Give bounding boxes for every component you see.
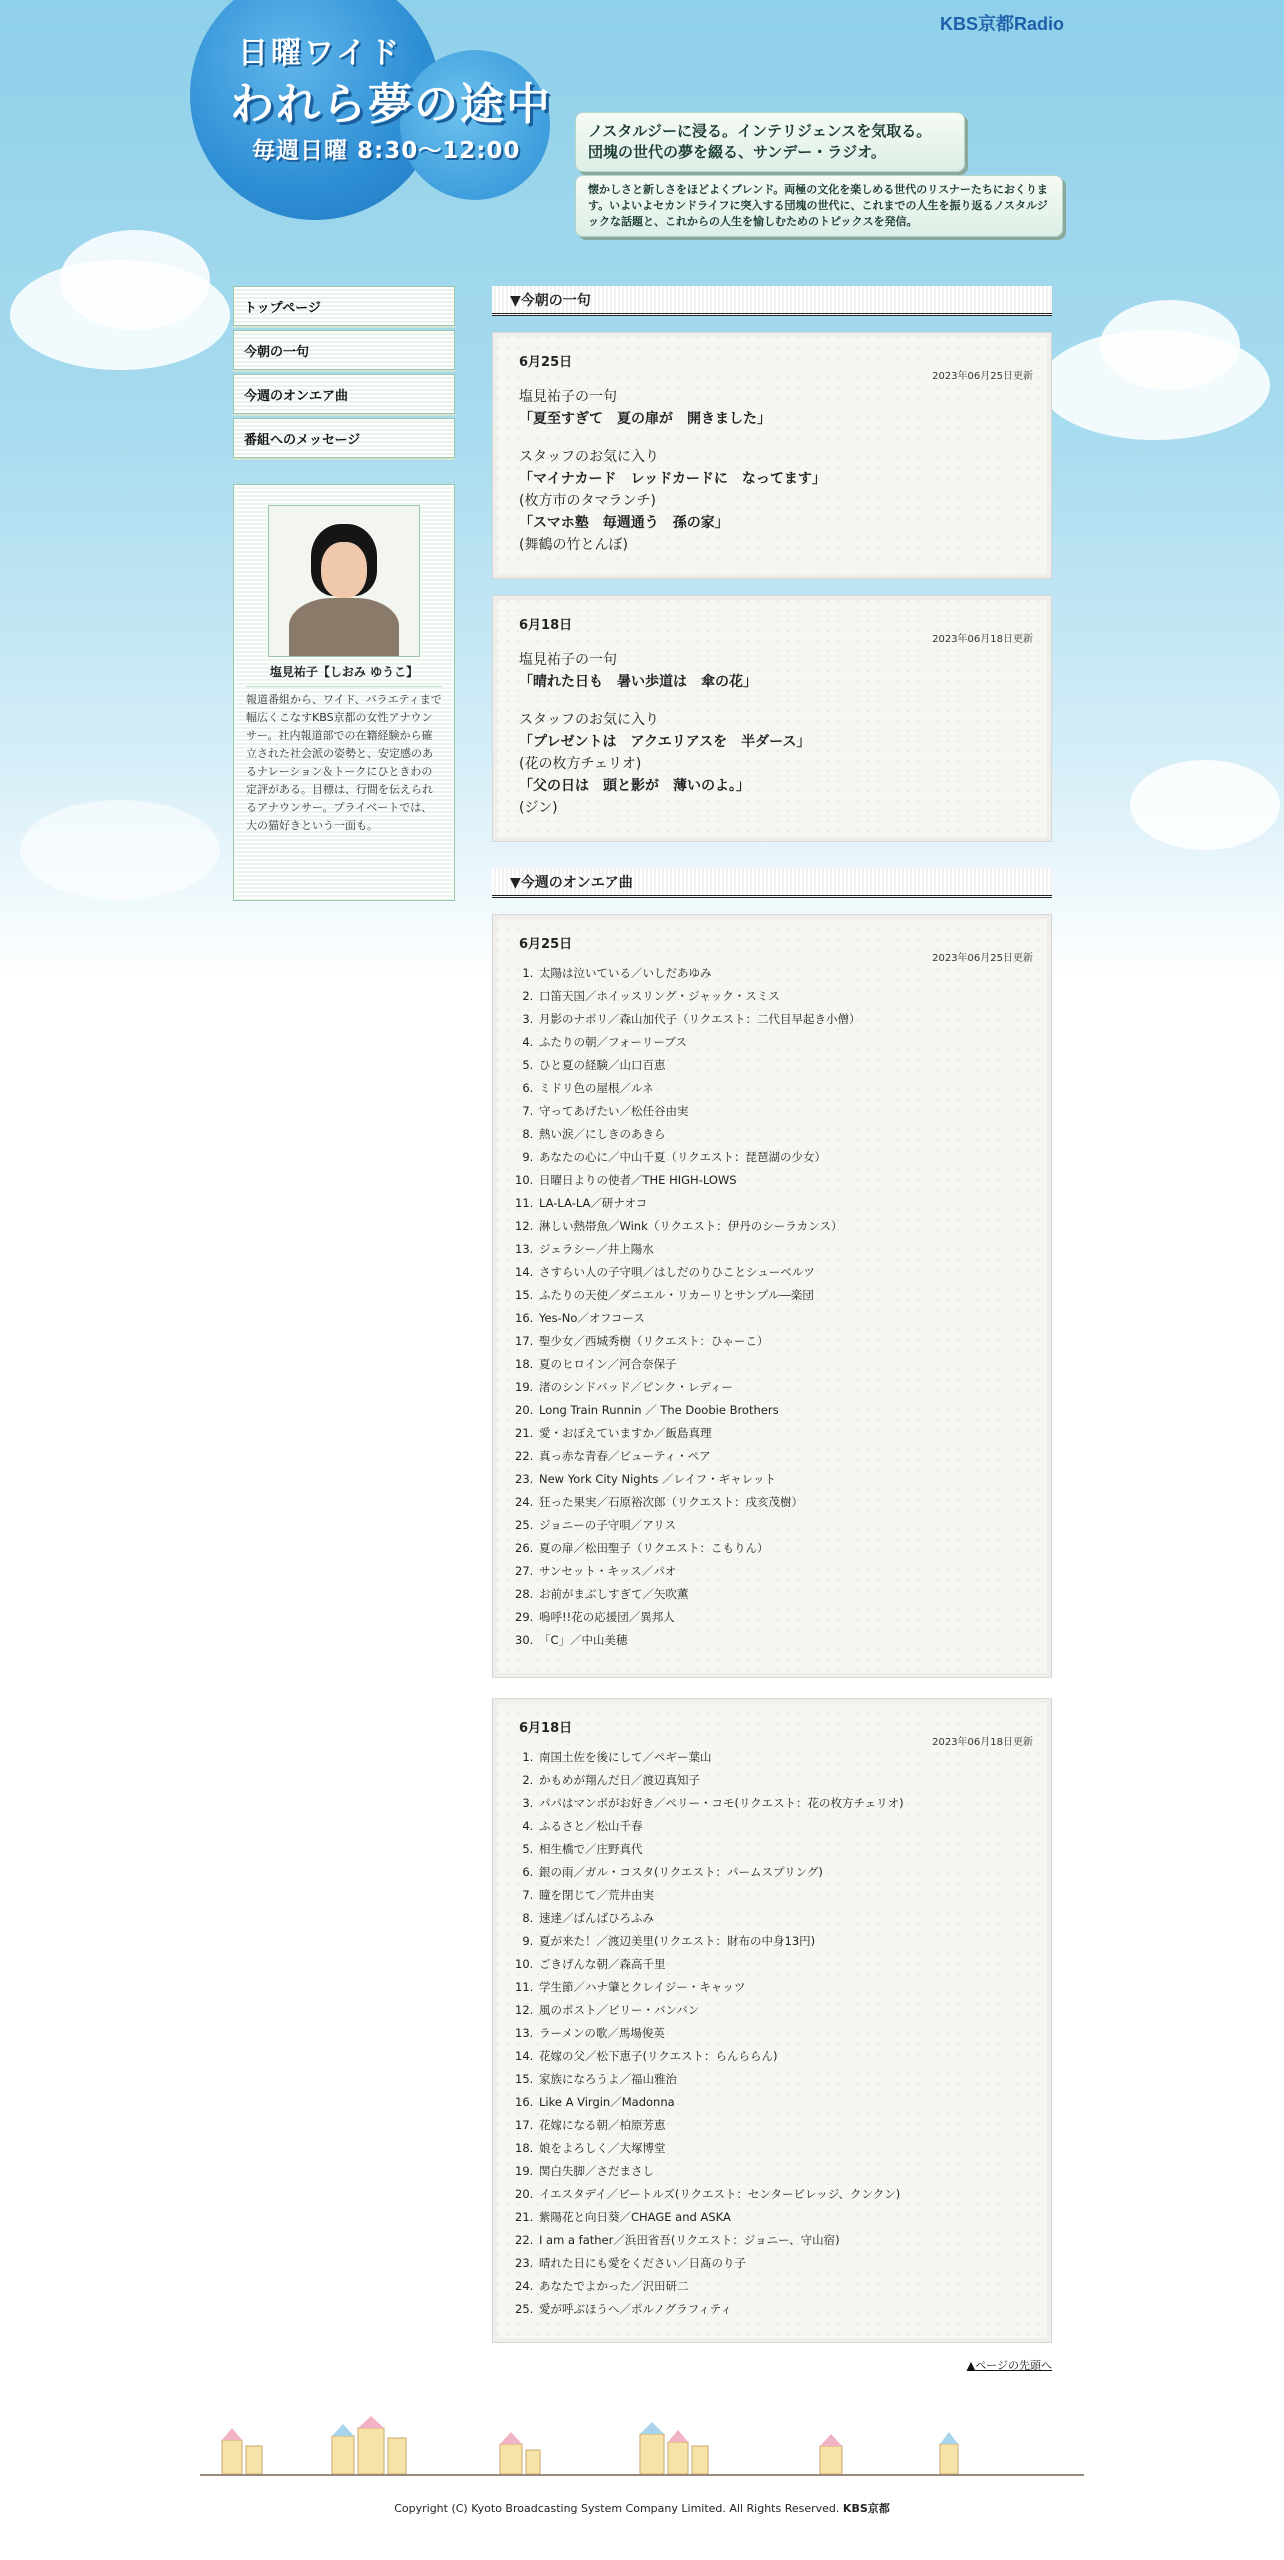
haiku-entry bbox=[492, 595, 1052, 842]
song-item: 2. 口笛天国／ホイッスリング・ジャック・スミス bbox=[537, 985, 1033, 1008]
songs-entry bbox=[492, 1698, 1052, 2343]
host-haiku-label: 塩見祐子の一句 bbox=[519, 389, 617, 405]
song-item: 14. 花嫁の父／松下恵子(リクエスト：らんららん) bbox=[537, 2045, 1033, 2068]
updated-date: 2023年06月25日更新 bbox=[932, 371, 1033, 382]
song-item: 23. New York City Nights ／レイフ・ギャレット bbox=[537, 1468, 1033, 1491]
song-item: 22. I am a father／浜田省吾(リクエスト：ジョニー、守山宿) bbox=[537, 2229, 1033, 2252]
updated-date: 2023年06月18日更新 bbox=[932, 1737, 1033, 1748]
song-item: 1. 南国土佐を後にして／ペギー葉山 bbox=[537, 1746, 1033, 1769]
song-item: 10. 日曜日よりの使者／THE HIGH-LOWS bbox=[537, 1169, 1033, 1192]
updated-date: 2023年06月25日更新 bbox=[932, 953, 1033, 964]
song-item: 27. サンセット・キッス／パオ bbox=[537, 1560, 1033, 1583]
song-list bbox=[519, 962, 1033, 1652]
song-item: 4. ふたりの朝／フォーリーブス bbox=[537, 1031, 1033, 1054]
entry-date: 6月18日 bbox=[519, 618, 573, 633]
copyright bbox=[200, 2500, 1084, 2516]
tagline-line2: 団塊の世代の夢を綴る、サンデー・ラジオ。 bbox=[588, 143, 886, 161]
song-item: 21. 紫陽花と向日葵／CHAGE and ASKA bbox=[537, 2206, 1033, 2229]
song-item: 7. 瞳を閉じて／荒井由実 bbox=[537, 1884, 1033, 1907]
updated-date: 2023年06月18日更新 bbox=[932, 634, 1033, 645]
song-item: 15. 家族になろうよ／福山雅治 bbox=[537, 2068, 1033, 2091]
song-item: 11. LA-LA-LA／研ナオコ bbox=[537, 1192, 1033, 1215]
song-item: 11. 学生節／ハナ肇とクレイジー・キャッツ bbox=[537, 1976, 1033, 1999]
haiku-entry bbox=[492, 332, 1052, 579]
song-item: 25. 愛が呼ぶほうへ／ポルノグラフィティ bbox=[537, 2298, 1033, 2321]
song-item: 13. ラーメンの歌／馬場俊英 bbox=[537, 2022, 1033, 2045]
host-bio: 報道番組から、ワイド、バラエティまで幅広くこなすKBS京都の女性アナウンサー。社内報道部での在籍経験から確立された社会派の姿勢と、安定感のあるナレーション＆トークにひときわの定評がある。目標は、行間を伝えられるアナウンサー。プライベートでは、大の猫好きという一面も。 bbox=[246, 686, 442, 835]
song-item: 16. Yes-No／オフコース bbox=[537, 1307, 1033, 1330]
cloud-decoration bbox=[1130, 760, 1280, 850]
page-wrapper bbox=[200, 0, 1084, 2560]
song-item: 13. ジェラシー／井上陽水 bbox=[537, 1238, 1033, 1261]
staff-haiku-author: (舞鶴の竹とんぼ) bbox=[519, 537, 628, 553]
song-item: 22. 真っ赤な青春／ビューティ・ペア bbox=[537, 1445, 1033, 1468]
song-item: 16. Like A Virgin／Madonna bbox=[537, 2091, 1033, 2114]
song-item: 30. 「C」／中山美穂 bbox=[537, 1629, 1033, 1652]
program-schedule: 毎週日曜 8:30〜12:00 bbox=[252, 138, 521, 164]
song-item: 7. 守ってあげたい／松任谷由実 bbox=[537, 1100, 1033, 1123]
footer-divider bbox=[200, 2474, 1084, 2476]
nav-item-top[interactable]: トップページ bbox=[233, 286, 455, 326]
staff-haiku-author: (枚方市のタマランチ) bbox=[519, 493, 656, 509]
songs-entry bbox=[492, 914, 1052, 1678]
song-item: 9. 夏が来た！／渡辺美里(リクエスト：財布の中身13円) bbox=[537, 1930, 1033, 1953]
kbs-kyoto-logo[interactable]: KBS京都Radio bbox=[939, 14, 1064, 34]
section-heading-haiku: ▼今朝の一句 bbox=[492, 286, 1052, 316]
song-item: 12. 淋しい熱帯魚／Wink（リクエスト：伊丹のシーラカンス） bbox=[537, 1215, 1033, 1238]
staff-haiku-author: (花の枚方チェリオ) bbox=[519, 756, 642, 772]
entry-date: 6月18日 bbox=[519, 1721, 573, 1736]
song-item: 14. さすらい人の子守唄／はしだのりひことシューベルツ bbox=[537, 1261, 1033, 1284]
song-item: 6. ミドリ色の屋根／ルネ bbox=[537, 1077, 1033, 1100]
song-item: 28. お前がまぶしすぎて／矢吹薫 bbox=[537, 1583, 1033, 1606]
song-item: 19. 渚のシンドバッド／ピンク・レディー bbox=[537, 1376, 1033, 1399]
song-item: 5. 相生橋で／庄野真代 bbox=[537, 1838, 1033, 1861]
nav-item-message[interactable]: 番組へのメッセージ bbox=[233, 418, 455, 458]
song-item: 1. 太陽は泣いている／いしだあゆみ bbox=[537, 962, 1033, 985]
tagline-box bbox=[575, 112, 965, 172]
song-item: 20. Long Train Runnin ／ The Doobie Brothers bbox=[537, 1399, 1033, 1422]
song-item: 5. ひと夏の経験／山口百恵 bbox=[537, 1054, 1033, 1077]
host-name: 塩見祐子【しおみ ゆうこ】 bbox=[269, 665, 419, 679]
song-item: 3. 月影のナポリ／森山加代子（リクエスト：二代目早起き小僧） bbox=[537, 1008, 1033, 1031]
section-heading-songs: ▼今週のオンエア曲 bbox=[492, 868, 1052, 898]
entry-date: 6月25日 bbox=[519, 937, 573, 952]
song-item: 19. 関白失脚／さだまさし bbox=[537, 2160, 1033, 2183]
song-item: 17. 聖少女／西城秀樹（リクエスト：ひゃーこ） bbox=[537, 1330, 1033, 1353]
sidebar-nav bbox=[233, 286, 455, 462]
song-item: 12. 風のポスト／ビリー・バンバン bbox=[537, 1999, 1033, 2022]
song-item: 23. 晴れた日にも愛をください／日髙のり子 bbox=[537, 2252, 1033, 2275]
song-item: 21. 愛・おぼえていますか／飯島真理 bbox=[537, 1422, 1033, 1445]
page-top-link[interactable]: ▲ページの先頭へ bbox=[966, 2359, 1052, 2372]
main-content bbox=[492, 286, 1052, 2397]
staff-haiku: 「プレゼントは アクエリアスを 半ダース」 bbox=[519, 734, 811, 750]
song-item: 10. ごきげんな朝／森高千里 bbox=[537, 1953, 1033, 1976]
song-item: 3. パパはマンボがお好き／ペリー・コモ(リクエスト：花の枚方チェリオ) bbox=[537, 1792, 1033, 1815]
town-illustration bbox=[200, 2416, 1084, 2476]
cloud-decoration bbox=[20, 800, 220, 900]
song-item: 6. 銀の雨／ガル・コスタ(リクエスト：パームスプリング) bbox=[537, 1861, 1033, 1884]
staff-haiku: 「父の日は 頭と影が 薄いのよ。」 bbox=[519, 778, 750, 794]
staff-haiku: 「マイナカード レッドカードに なってます」 bbox=[519, 471, 826, 487]
cloud-decoration bbox=[60, 230, 210, 330]
song-item: 8. 熱い涙／にしきのあきら bbox=[537, 1123, 1033, 1146]
description-box: 懐かしさと新しさをほどよくブレンド。両極の文化を楽しめる世代のリスナーたちにおくります。いよいよセカンドライフに突入する団塊の世代に、これまでの人生を振り返るノスタルジックな話題と、これからの人生を愉しむためのトピックスを発信。 bbox=[575, 175, 1063, 237]
entry-date: 6月25日 bbox=[519, 355, 573, 370]
song-item: 24. あなたでよかった／沢田研二 bbox=[537, 2275, 1033, 2298]
tagline-line1: ノスタルジーに浸る。インテリジェンスを気取る。 bbox=[588, 122, 932, 140]
song-item: 4. ふるさと／松山千春 bbox=[537, 1815, 1033, 1838]
host-haiku-label: 塩見祐子の一句 bbox=[519, 652, 617, 668]
nav-item-songs[interactable]: 今週のオンエア曲 bbox=[233, 374, 455, 414]
host-haiku: 「晴れた日も 暑い歩道は 傘の花」 bbox=[519, 674, 757, 690]
song-item: 25. ジョニーの子守唄／アリス bbox=[537, 1514, 1033, 1537]
nav-item-haiku[interactable]: 今朝の一句 bbox=[233, 330, 455, 370]
staff-haiku-author: (ジン) bbox=[519, 800, 558, 816]
footer-brand: KBS京都 bbox=[842, 2502, 890, 2515]
song-list bbox=[519, 1746, 1033, 2321]
song-item: 20. イエスタデイ／ビートルズ(リクエスト：センタービレッジ、クンクン) bbox=[537, 2183, 1033, 2206]
song-item: 24. 狂った果実／石原裕次郎（リクエスト：戌亥茂樹） bbox=[537, 1491, 1033, 1514]
song-item: 18. 夏のヒロイン／河合奈保子 bbox=[537, 1353, 1033, 1376]
staff-haiku: 「スマホ塾 毎週通う 孫の家」 bbox=[519, 515, 729, 531]
song-item: 18. 娘をよろしく／大塚博堂 bbox=[537, 2137, 1033, 2160]
program-subtitle: 日曜ワイド bbox=[238, 36, 403, 71]
song-item: 26. 夏の扉／松田聖子（リクエスト：こもりん） bbox=[537, 1537, 1033, 1560]
program-title[interactable]: われら夢の途中 bbox=[230, 79, 552, 130]
song-item: 17. 花嫁になる朝／柏原芳恵 bbox=[537, 2114, 1033, 2137]
song-item: 29. 嗚呼!!花の応援団／異邦人 bbox=[537, 1606, 1033, 1629]
cloud-decoration bbox=[1100, 300, 1240, 390]
copyright-text: Copyright (C) Kyoto Broadcasting System Company Limited. All Rights Reserved. bbox=[394, 2502, 840, 2515]
song-item: 15. ふたりの天使／ダニエル・リカーリとサンプル―楽団 bbox=[537, 1284, 1033, 1307]
host-haiku: 「夏至すぎて 夏の扉が 開きました」 bbox=[519, 411, 771, 427]
host-photo bbox=[268, 505, 420, 657]
song-item: 2. かもめが翔んだ日／渡辺真知子 bbox=[537, 1769, 1033, 1792]
song-item: 8. 速達／ばんばひろふみ bbox=[537, 1907, 1033, 1930]
host-profile bbox=[233, 484, 455, 901]
song-item: 9. あなたの心に／中山千夏（リクエスト：琵琶湖の少女） bbox=[537, 1146, 1033, 1169]
staff-picks-label: スタッフのお気に入り bbox=[519, 712, 659, 728]
staff-picks-label: スタッフのお気に入り bbox=[519, 449, 659, 465]
